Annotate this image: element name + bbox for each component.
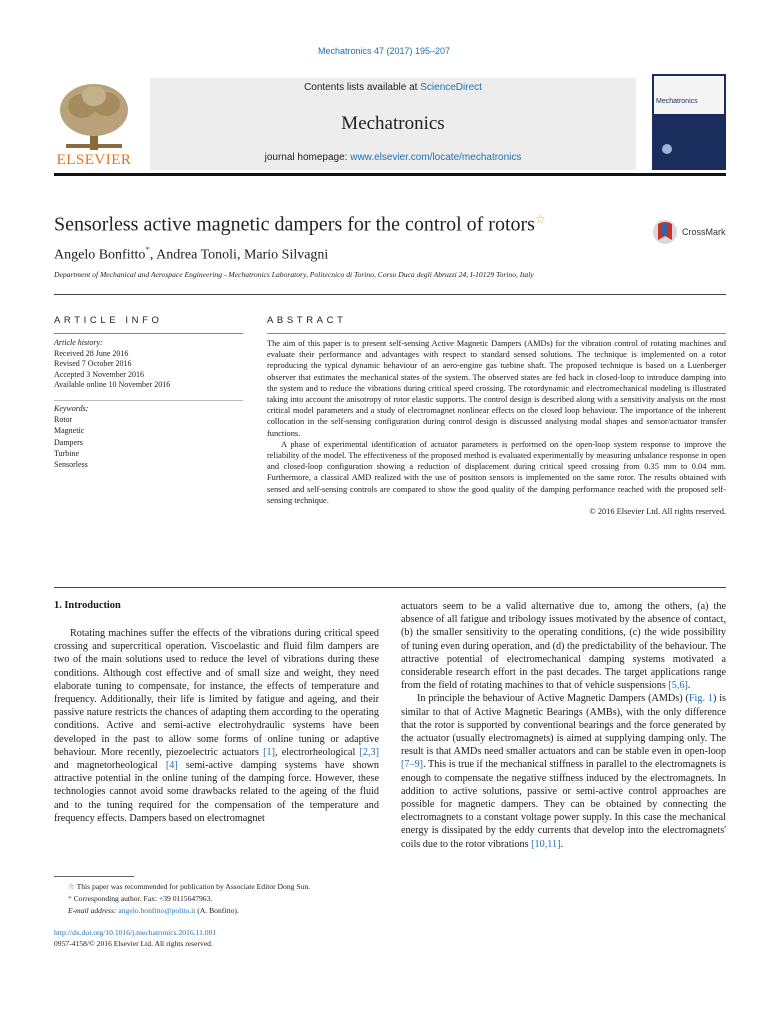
footnote: ☆ This paper was recommended for publication by Associate Editor Dong Sun.: [68, 882, 311, 891]
author-name: Mario Silvagni: [243, 247, 329, 263]
history-online: Available online 10 November 2016: [54, 380, 171, 390]
divider: [267, 333, 726, 334]
footnote-rule: [54, 876, 134, 877]
article-history: [54, 338, 244, 391]
journal-cover-thumbnail[interactable]: [652, 74, 726, 170]
divider: [54, 587, 726, 588]
author-name: Angelo Bonfitto: [54, 247, 146, 263]
citation-link[interactable]: [5,6]: [668, 680, 688, 692]
history-revised: Revised 7 October 2016: [54, 359, 132, 369]
homepage-line: journal homepage: www.elsevier.com/locate/mechatronics: [264, 152, 522, 163]
elsevier-wordmark: ELSEVIER: [56, 152, 132, 168]
crossmark-label: CrossMark: [682, 227, 726, 237]
crossmark-badge[interactable]: [652, 218, 732, 248]
keywords-label: Keywords:: [54, 404, 89, 413]
email-link[interactable]: angelo.bonfitto@polito.it: [118, 905, 196, 915]
figure-link[interactable]: Fig. 1: [688, 693, 713, 705]
journal-name: Mechatronics: [341, 113, 445, 134]
author-list: Angelo Bonfitto*, Andrea Tonoli, Mario Silvagni: [54, 245, 329, 263]
corresponding-author-mark[interactable]: *: [145, 245, 150, 255]
abstract-paragraph: A phase of experimental identification of actuator parameters is performed on the open-loop system response to improve the reliability of the model. The effectiveness of the proposed method is evaluated experimentally by measuring unbalance response in open and closed-loop configuration showing a reduction of displacement during critical speed crossing from 0.35 mm to 0.04 mm. Furthermore, a classical AMD realized with the use of position sensors is implemented on the same rotor. The results obtained with sensed and self-sensing controls are compared to show the good quality of the damping performance reached with the proposed self-sensing technique.: [267, 439, 726, 505]
abstract-paragraph: The aim of this paper is to present self-sensing Active Magnetic Dampers (AMDs) for the vibration control of rotating machines and evaluate their performance and advantages with respect to standard sensed solutions. The technique is implemented on a rotor reproducing the typical dynamic behaviour of an aero-engine gas turbine shaft. The proposed technique is based on a Luenberger observer that estimates the mechanical states of the system. The observed states are fed back in closed-loop to introduce damping into the system and to reduce the vibrations during critical speed crossing. The rotordynamic and electromechanical modeling is illustrated taking into account the anisotropy of rotor elastic supports. The control design is described along with a sensitivity analysis on the most critical model parameters and a study of electromagnet nonlinear effects on the closed loop behaviour. The importance of the inherent collocation in the self-sensing configuration during control design is discussed analysing modal shapes and sensor/actuator transfer functions.: [267, 339, 726, 438]
keyword: Magnetic: [54, 426, 85, 436]
body-column-right: [401, 600, 726, 851]
citation-link[interactable]: [7–9]: [401, 759, 424, 771]
affiliation: Department of Mechanical and Aerospace Engineering - Mechatronics Laboratory, Politecnico di Torino, Corso Duca degli Abruzzi 24, I-10129 Torino, Italy: [54, 270, 534, 279]
footnote-email: E-mail address: angelo.bonfitto@polito.it (A. Bonfitto).: [68, 905, 239, 915]
citation-link[interactable]: [10,11]: [531, 838, 561, 850]
citation-link[interactable]: [1]: [263, 746, 276, 758]
history-label: Article history:: [54, 338, 103, 347]
citation-link[interactable]: [4]: [165, 760, 178, 772]
journal-homepage-link[interactable]: www.elsevier.com/locate/mechatronics: [350, 152, 522, 163]
history-received: Received 28 June 2016: [54, 348, 129, 358]
keyword: Rotor: [54, 415, 73, 425]
sciencedirect-link[interactable]: ScienceDirect: [420, 82, 482, 93]
divider: [54, 400, 243, 401]
journal-reference[interactable]: Mechatronics 47 (2017) 195–207: [317, 46, 451, 56]
publication-info: [54, 928, 384, 949]
author-name: Andrea Tonoli: [156, 247, 237, 263]
body-paragraph: actuators seem to be a valid alternative due to, among the others, (a) the absence of all fatigue and tribology issues motivated by the absence of contact, (b) the smaller sensitivity to the operating conditions, (c) the wide possibility of tuning even during operation, and (d) the predictability of the behaviour. The attractive potential of electromechanical damping systems motivated a considerable research effort in the past decades. The target applications range from the field of rotating machines to that of vehicle suspensions [5,6].: [401, 601, 726, 692]
crossmark-icon: [652, 218, 678, 246]
divider: [54, 294, 726, 295]
footnote: * Corresponding author. Fax: +39 0115647963.: [68, 893, 213, 903]
title-footnote-mark[interactable]: ☆: [534, 212, 546, 226]
citation-link[interactable]: [2,3]: [359, 746, 379, 758]
history-accepted: Accepted 3 November 2016: [54, 369, 144, 379]
abstract-text: [267, 338, 726, 517]
body-paragraph: Rotating machines suffer the effects of the vibrations during critical speed crossing and supercritical operation. Viscoelastic and fluid film dampers are two of the main solutions used to reduce the level of vibrations during these conditions. Although cost effective and of small size and weight, they need elaborate tuning to compensate, for instance, the effects of temperature and frequency. Additionally, their life is limited by fatigue and ageing, and their passive nature restricts the chances of adapting them according to the operating conditions. Active and semi-active electrohydraulic systems have been developed in the past to allow some forms of online tuning or adaptive behaviour. More recently, piezoelectric actuators [1], electrorheological [2,3] and magnetorheological [4] semi-active damping systems have shown attractive potential in the online tuning of the damping force. However, these technologies cannot avoid some drawbacks related to the ageing of the fluid and to the tuning required for the compensation of the temperature and frequency effects. Dampers based on electromagnet: [54, 628, 379, 824]
section-heading: 1. Introduction: [54, 600, 121, 611]
elsevier-logo: [52, 78, 136, 170]
keyword: Sensorless: [54, 460, 88, 470]
body-paragraph: In principle the behaviour of Active Magnetic Dampers (AMDs) (Fig. 1) is similar to that of Active Magnetic Bearings (AMBs), with the only difference that the rotor is supported by conventional bearings and the force generated by the actuator (usually electromagnets) is aimed at supplying damping only. The result is that AMDs need smaller actuators and can be stable even in open-loop [7–9]. This is true if the mechanical stiffness in parallel to the electromagnets is enough to compensate the negative stiffness induced by the electromagnets. In addition to active solutions, passive or semi-active control approaches are possible for magnetic dampers. They can be obtained by connecting the electromagnets to a constant voltage power supply. In this case the mechanical energy is dissipated by the eddy currents that develop into the electromagnets' coils due to the rotor vibrations [10,11].: [401, 693, 726, 850]
keyword: Turbine: [54, 448, 80, 458]
keywords: [54, 403, 244, 470]
footnotes: [54, 881, 384, 916]
issn-line: 0957-4158/© 2016 Elsevier Ltd. All rights reserved.: [54, 938, 213, 948]
divider: [54, 333, 243, 334]
copyright-notice: © 2016 Elsevier Ltd. All rights reserved.: [589, 507, 726, 517]
doi-link[interactable]: http://dx.doi.org/10.1016/j.mechatronics.2016.11.001: [54, 928, 217, 937]
contents-line: Contents lists available at ScienceDirect: [304, 82, 482, 93]
article-title: Sensorless active magnetic dampers for the control of rotors☆: [54, 212, 546, 236]
cover-title: Mechatronics: [656, 98, 698, 105]
article-info-caption: ARTICLE INFO: [54, 315, 163, 326]
keyword: Dampers: [54, 437, 83, 447]
body-column-left: [54, 627, 379, 825]
abstract-caption: ABSTRACT: [267, 315, 347, 326]
header-rule: [54, 173, 726, 176]
